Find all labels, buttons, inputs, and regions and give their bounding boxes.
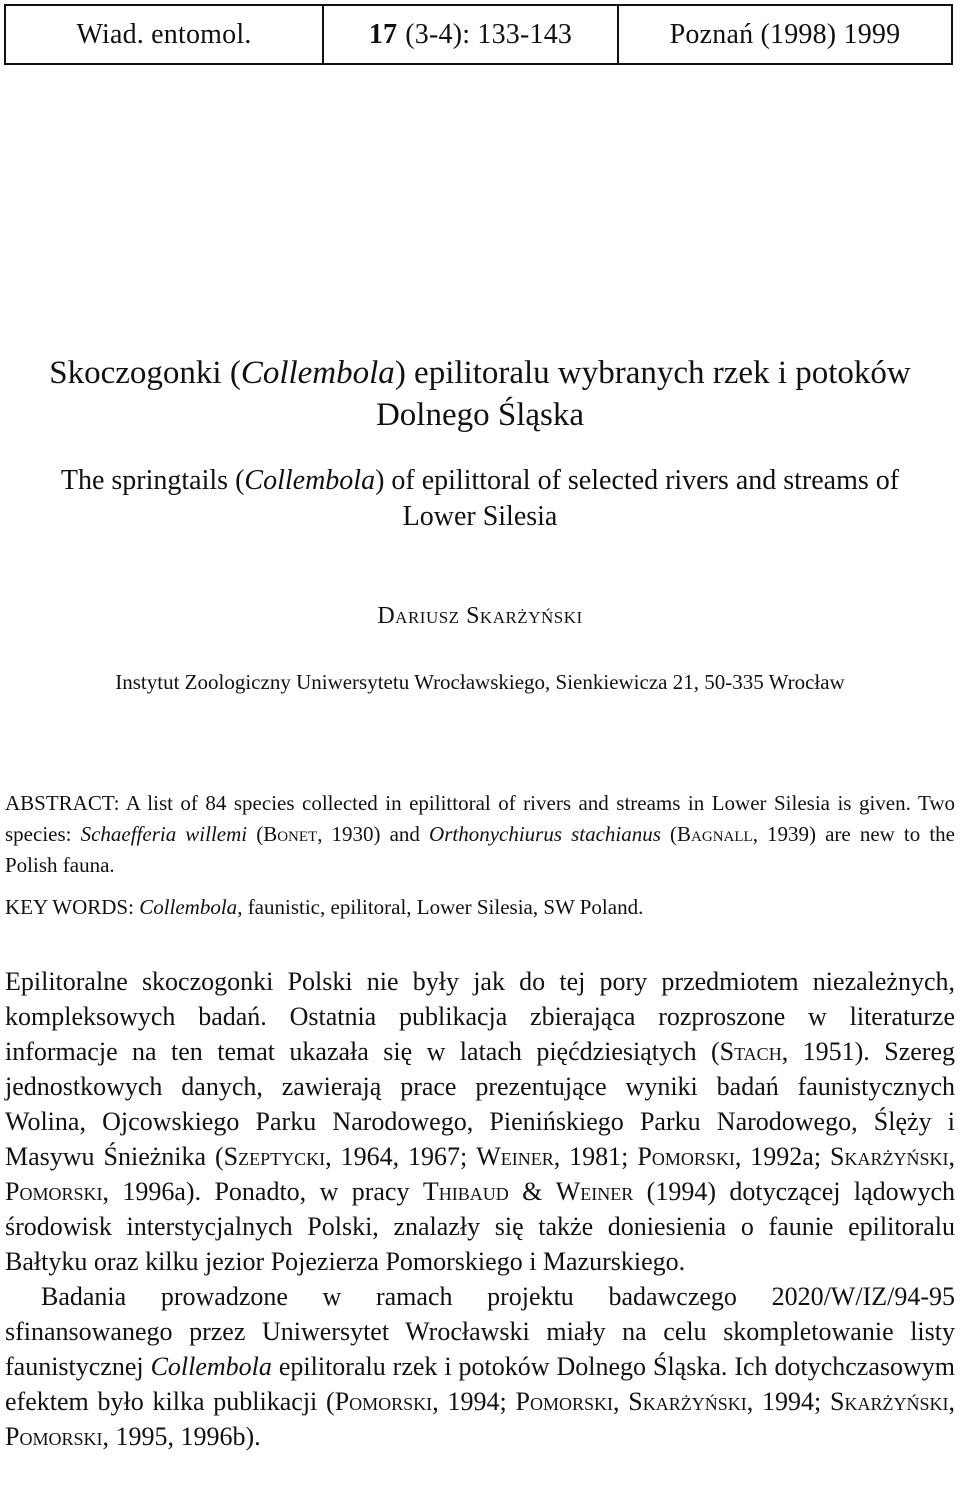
author-citation: Bonet [263,822,318,846]
abstract: ABSTRACT: A list of 84 species collected in epilittoral of rivers and streams in Lower Silesia is given. Two species: Schaefferia willemi (Bonet, 1930) and Orthonychiurus stachianus (Bagnall, 1939) are new to the Polish fauna. [5,791,955,877]
issue-pages: (3-4): 133-143 [405,18,573,50]
keywords-taxon: Collembola [139,895,238,919]
place-year-text: Poznań (1998) 1999 [669,18,901,50]
journal-header [4,4,953,65]
paragraph: Badania prowadzone w ramach projektu badawczego 2020/W/IZ/94-95 sfinansowanego przez Uniwersytet Wrocławski miały na celu skompletowanie listy faunistycznej Collembola epilitoralu rzek i potoków Dolnego Śląska. Ich dotychczasowym efektem było kilka publikacji (Pomorski, 1994; Pomorski, Skarżyński, 1994; Skarżyński, Pomorski, 1995, 1996b). [5,1282,955,1451]
citation-author: Weiner [476,1142,554,1171]
author-name: Dariusz Skarżyński [377,603,583,629]
citation-author: Thibaud [422,1177,509,1206]
citation-author: Pomorski [5,1422,103,1451]
keywords-label: KEY WORDS: [5,895,140,919]
citation-author: Pomorski [637,1142,735,1171]
author-affiliation: Instytut Zoologiczny Uniwersytetu Wrocławskiego, Sienkiewicza 21, 50-335 Wrocław [115,670,845,694]
citation-author: Skarżyński [830,1387,949,1416]
journal-name-text: Wiad. entomol. [76,18,252,50]
volume-issue [324,6,619,63]
citation-author: Pomorski [515,1387,613,1416]
paragraph: Epilitoralne skoczogonki Polski nie były jak do tej pory przedmiotem niezależnych, kompleksowych badań. Ostatnia publikacja zbierająca rozproszone w literaturze informacje na ten temat ukazała się w latach pięćdziesiątych (Stach, 1951). Szereg jednostkowych danych, zawierają prace prezentujące wyniki badań faunistycznych Wolina, Ojcowskiego Parku Narodowego, Pienińskiego Parku Narodowego, Ślęży i Masywu Śnieżnika (Szeptycki, 1964, 1967; Weiner, 1981; Pomorski, 1992a; Skarżyński, Pomorski, 1996a). Ponadto, w pracy Thibaud & Weiner (1994) dotyczącej lądowych środowisk interstycjalnych Polski, znalazły się także doniesienia o faunie epilitoralu Bałtyku oraz kilku jezior Pojezierza Pomorskiego i Mazurskiego. [5,967,955,1276]
title-english [0,463,960,535]
citation-author: Pomorski [334,1387,433,1416]
citation-author: Weiner [555,1177,634,1206]
citation-author: Szeptycki [223,1142,326,1171]
title-en-line2: Lower Silesia [402,501,558,532]
place-year [619,6,951,63]
title-pl-part: ) epilitoralu wybranych rzek i potoków [394,355,911,391]
title-en-part: ) of epilittoral of selected rivers and streams of [375,465,900,496]
citation-author: Pomorski [5,1177,103,1206]
journal-name [6,6,324,63]
title-pl-taxon: Collembola [240,355,395,391]
citation-author: Skarżyński [830,1142,949,1171]
volume-number: 17 [368,18,398,50]
body-text [5,964,955,1454]
taxon-name: Collembola [150,1352,272,1381]
title-polish [0,352,960,436]
title-pl-line2: Dolnego Śląska [375,397,585,433]
title-pl-part: Skoczogonki ( [49,355,241,391]
title-en-part: The springtails ( [60,465,245,496]
keywords [5,892,955,922]
citation-author: Stach [719,1037,782,1066]
title-en-taxon: Collembola [244,465,376,496]
species-name: Schaefferia willemi [80,822,248,846]
author-citation: Bagnall [677,822,753,846]
species-name: Orthonychiurus stachianus [429,822,661,846]
citation-author: Skarżyński [628,1387,747,1416]
keywords-list: , faunistic, epilitoral, Lower Silesia, SW Poland. [237,895,644,919]
